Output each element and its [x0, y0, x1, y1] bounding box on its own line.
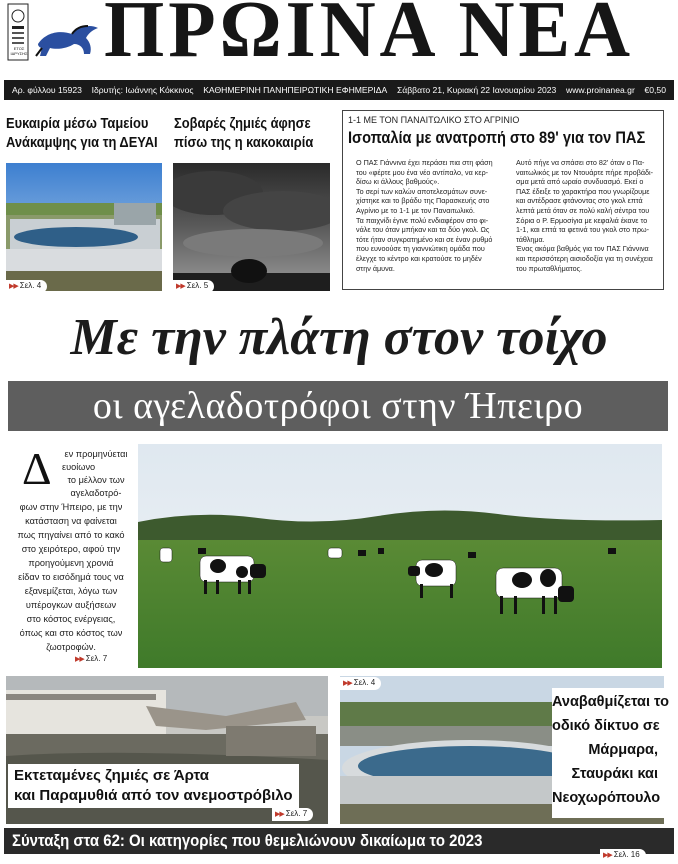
logo-badge [6, 2, 30, 62]
article-line: είδαν το εισόδημά τους να [18, 572, 124, 582]
subheadline: οι αγελαδοτρόφοι στην Ήπειρο [92, 385, 584, 427]
main-photo-cows-field [138, 444, 662, 668]
story1-headline[interactable] [6, 114, 158, 152]
article-line: στο κόστος ενέργειας, [26, 614, 116, 624]
bottom-right-headline-box[interactable] [552, 688, 669, 818]
sports-headline[interactable]: Ισοπαλία με ανατροπή στο 89' για τον ΠΑΣ [348, 128, 646, 147]
article-line: εξανεμίζεται, λόγω των [24, 586, 118, 596]
story2-photo-storm-clouds [173, 163, 330, 291]
tagline: ΚΑΘΗΜΕΡΙΝΗ ΠΑΝΗΠΕΙΡΩΤΙΚΗ ΕΦΗΜΕΡΙΔΑ [203, 85, 388, 95]
price: €0,50 [644, 85, 666, 95]
bottom-left-page-ref[interactable]: ▶▶ Σελ. 7 [272, 808, 313, 821]
story2-headline-line2: πίσω της η κακοκαιρία [174, 134, 314, 151]
sports-col1-line: νάλε του όταν μπήκαν και τα δύο γκολ. Ως [356, 225, 490, 235]
masthead-title: ΠΡΩΙΝΑ ΝΕΑ [104, 0, 634, 66]
article-line: το μέλλον των [67, 475, 125, 485]
bottom-right-headline-line: οδικό δίκτυο σε [552, 718, 660, 734]
sports-col2-line: του πρωταθλήματος. [516, 263, 583, 273]
story1-page-label: Σελ. 4 [19, 281, 42, 290]
sports-col1-line: που ευνοούσε τη γιαννιώτικη ομάδα που [356, 244, 485, 254]
masthead-info-bar [4, 80, 674, 100]
story2-headline[interactable] [174, 114, 313, 152]
bottom-right-headline-line: Σταυράκι και [571, 766, 658, 782]
sports-col2-line: και περισσότερη αισιοδοξία για τη συνέχεια [516, 253, 653, 263]
article-line: κατάσταση να φαίνεται [25, 516, 117, 526]
sports-col2-line: ΠΑΣ έδειξε το χαρακτήρα που γνωρίζουμε [516, 186, 650, 196]
story2-page-ref[interactable]: ▶▶ Σελ. 5 [173, 280, 214, 293]
sports-col1-line: έλεγχε το κέντρο και κρατούσε το μηδέν [356, 253, 482, 263]
drop-cap: Δ [22, 443, 52, 494]
sports-col1-line: Τα παιχνίδι έγινε πολύ ενδιαφέρον στο φι- [356, 215, 489, 225]
article-line: υπέρογκων αυξήσεων [25, 600, 117, 610]
story1-page-ref[interactable]: ▶▶ Σελ. 4 [6, 280, 47, 293]
main-page-ref[interactable]: ▶▶ Σελ. 7 [72, 653, 113, 666]
sports-col2-line: ναιτωλικός με τον Ντουάρτε πήρε προβάδι- [516, 167, 653, 177]
sports-column-2 [508, 158, 660, 273]
article-line: προηγούμενη χρονιά [28, 558, 114, 568]
sports-col2-line: Σόρια ο Ρ. Ερμοσίγια με κεφαλιά έκανε το [516, 215, 648, 225]
main-headline[interactable]: Με την πλάτη στον τοίχο [70, 309, 608, 366]
sports-col1-line: χίστηκε και το βράδυ της Παρασκευής στο [356, 196, 490, 206]
article-line: αγελαδοτρό- [70, 488, 122, 498]
bottom-banner-page-label: Σελ. 16 [613, 850, 640, 859]
article-line: στο χειρότερο, αφού την [21, 544, 121, 554]
bottom-right-headline [552, 688, 669, 810]
website-link[interactable]: www.proinanea.gr [566, 85, 635, 95]
sports-col2-line: και αντέδρασε φτάνοντας στο γκολ επτά [516, 196, 643, 206]
issue-number: Αρ. φύλλου 15923 [12, 85, 82, 95]
bottom-left-headline[interactable] [8, 764, 299, 808]
sports-col1-line: Αγρίνιο με το 1-1 με τον Παναιτωλικό. [356, 205, 475, 215]
bottom-right-headline-line: Νεοχωρόπουλο [552, 790, 661, 806]
story1-headline-line1: Ευκαιρία μέσω Ταμείου [6, 115, 149, 132]
issue-date: Σάββατο 21, Κυριακή 22 Ιανουαρίου 2023 [396, 85, 557, 95]
article-line: ευοίωνο [62, 462, 96, 472]
sports-col2-line: λεπτά μετά όταν σε πολύ καλή σέντρα του [516, 205, 650, 215]
article-line: πως πηγαίνει από το κακό [17, 530, 125, 540]
bottom-left-headline-line1: Εκτεταμένες ζημιές σε Άρτα [14, 767, 210, 784]
bottom-banner-headline[interactable]: Σύνταξη στα 62: Οι κατηγορίες που θεμελιώνουν δικαίωμα το 2023 [12, 831, 483, 850]
sports-kicker: 1-1 ΜΕ ΤΟΝ ΠΑΝΑΙΤΩΛΙΚΟ ΣΤΟ ΑΓΡΙΝΙΟ [348, 115, 520, 125]
sports-col1-line: Ο ΠΑΣ Γιάννινα έχει περάσει πια στη φάση [356, 158, 493, 167]
article-line: ζωοτροφών. [46, 642, 96, 652]
article-line: εν προμηνύεται [64, 449, 128, 459]
bottom-banner-page-ref[interactable]: ▶▶ Σελ. 16 [600, 849, 646, 862]
logo-caption: ΕΤΟΣ ΙΔΡΥΣΗΣ [10, 46, 28, 56]
bottom-left-headline-line2: και Παραμυθιά από τον ανεμοστρόβιλο [14, 787, 293, 804]
sports-col2-line: σμα μετά από ωραίο συνδυασμό. Εκεί ο [516, 177, 644, 187]
sports-col1-line: τότε ήταν συγκρατημένο και σε έναν ρυθμό [356, 234, 493, 244]
bottom-right-headline-line: Αναβαθμίζεται το [552, 694, 669, 710]
story1-photo-water-tank [6, 163, 162, 291]
founder: Ιδρυτής: Ιωάννης Κόκκινος [91, 85, 194, 95]
sports-col1-line: Το σερί των καλών αποτελεσμάτων συνε- [356, 186, 488, 196]
bottom-left-page-label: Σελ. 7 [285, 809, 308, 818]
bottom-right-headline-line: Μάρμαρα, [588, 742, 658, 758]
article-line: όπως και στο κόστος των [19, 628, 123, 638]
main-page-label: Σελ. 7 [85, 654, 108, 663]
article-line: φων στην Ήπειρο, με την [19, 502, 123, 512]
sports-col1-line: του «φέρτε μου ένα νέο αντίπαλο, να κερ- [356, 167, 489, 177]
goat-logo-icon [32, 20, 104, 60]
story1-headline-line2: Ανάκαμψης για τη ΔΕΥΑΙ [6, 134, 158, 151]
bottom-right-page-label: Σελ. 4 [353, 678, 376, 687]
sports-col1-line: δίσω κι άλλους βαθμούς». [356, 177, 440, 187]
sports-col2-line: 1-1, και επτά τα φετινά του γκολ στο πρω- [516, 225, 650, 235]
sports-col2-line: Αυτό πήγε να σπάσει στο 82' όταν ο Πα- [516, 158, 645, 167]
sports-col2-line: Ένας ακόμα βαθμός για τον ΠΑΣ Γιάννινα [516, 244, 649, 254]
story2-page-label: Σελ. 5 [186, 281, 209, 290]
sports-column-1 [348, 158, 502, 273]
sports-col2-line: τάθλημα. [516, 234, 545, 244]
story2-headline-line1: Σοβαρές ζημιές άφησε [174, 115, 311, 132]
sports-col1-line: στην άμυνα. [356, 263, 395, 273]
bottom-right-page-ref[interactable]: ▶▶ Σελ. 4 [340, 677, 381, 690]
